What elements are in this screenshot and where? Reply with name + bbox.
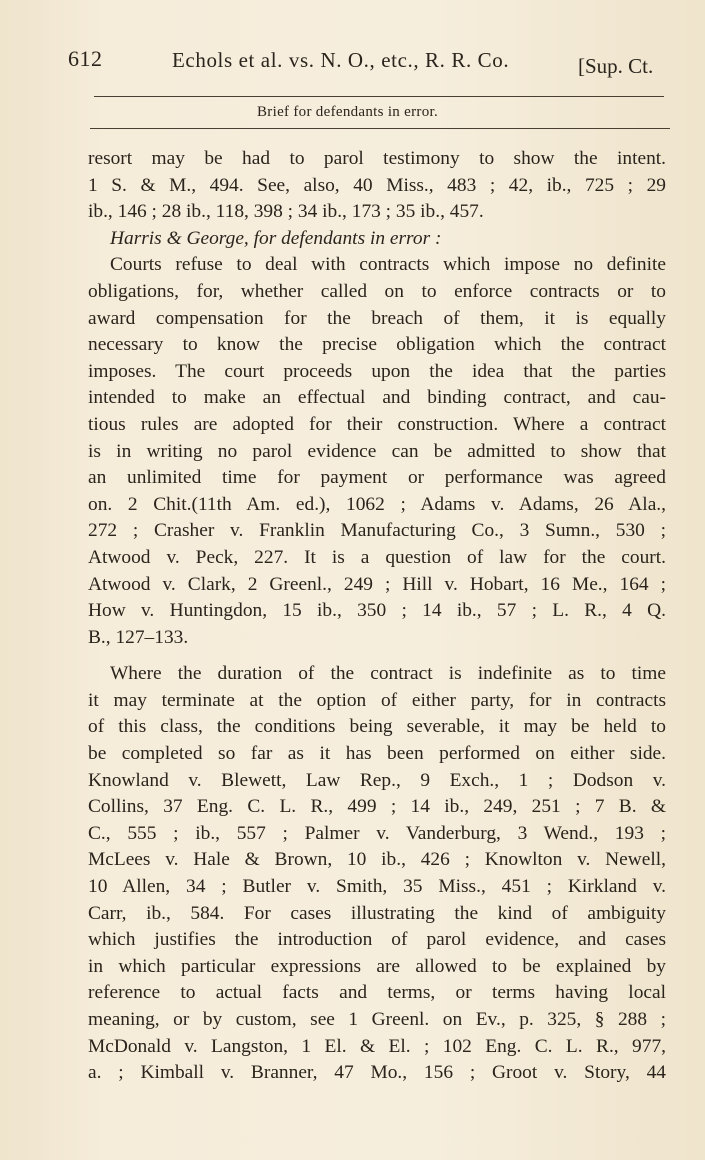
text-line: McLees v. Hale & Brown, 10 ib., 426 ; Knowlton v. Newell, <box>88 849 666 871</box>
text-line: tious rules are adopted for their construction. Where a contract <box>88 413 666 435</box>
text-line: 272 ; Crasher v. Franklin Manufacturing Co., 3 Sumn., 530 ; <box>88 520 666 542</box>
text-line: 10 Allen, 34 ; Butler v. Smith, 35 Miss., 451 ; Kirkland v. <box>88 876 666 898</box>
page-number: 612 <box>68 46 103 71</box>
text-line: imposes. The court proceeds upon the idea that the parties <box>88 360 666 382</box>
counsel-names: Harris & George, for defendants in error : <box>110 227 442 249</box>
text-line: necessary to know the precise obligation which the contract <box>88 334 666 356</box>
court-label: [Sup. Ct. <box>578 54 654 78</box>
text-line: an unlimited time for payment or performance was agreed <box>88 467 666 489</box>
text-line: obligations, for, whether called on to enforce contracts or to <box>88 280 666 302</box>
text-line: 1 S. & M., 494. See, also, 40 Miss., 483 ; 42, ib., 725 ; 29 <box>88 174 666 196</box>
text-line: of this class, the conditions being severable, it may be held to <box>88 716 666 738</box>
text-line: ib., 146 ; 28 ib., 118, 398 ; 34 ib., 173 ; 35 ib., 457. <box>88 201 484 223</box>
text-line: McDonald v. Langston, 1 El. & El. ; 102 Eng. C. L. R., 977, <box>88 1035 666 1057</box>
text-line: Courts refuse to deal with contracts which impose no definite <box>110 254 666 276</box>
text-line: a. ; Kimball v. Branner, 47 Mo., 156 ; Groot v. Story, 44 <box>88 1062 666 1084</box>
subheading-rule <box>90 128 670 129</box>
text-line: award compensation for the breach of them, it is equally <box>88 307 666 329</box>
section-subheading: Brief for defendants in error. <box>257 104 439 120</box>
running-title: Echols et al. vs. N. O., etc., R. R. Co. <box>172 48 510 72</box>
text-line: intended to make an effectual and binding contract, and cau- <box>88 387 666 409</box>
text-line: Where the duration of the contract is indefinite as to time <box>110 663 666 685</box>
text-line: on. 2 Chit.(11th Am. ed.), 1062 ; Adams v. Adams, 26 Ala., <box>88 493 666 515</box>
text-line: Atwood v. Peck, 227. It is a question of law for the court. <box>88 546 666 568</box>
text-line: be completed so far as it has been performed on either side. <box>88 743 666 765</box>
body-text <box>88 146 666 1087</box>
text-line: meaning, or by custom, see 1 Greenl. on Ev., p. 325, § 288 ; <box>88 1009 666 1030</box>
text-line: resort may be had to parol testimony to show the intent. <box>88 148 666 169</box>
text-line: How v. Huntingdon, 15 ib., 350 ; 14 ib., 57 ; L. R., 4 Q. <box>88 600 666 622</box>
text-line: Carr, ib., 584. For cases illustrating the kind of ambiguity <box>88 902 666 924</box>
text-line: is in writing no parol evidence can be admitted to show that <box>88 440 666 462</box>
text-line: Collins, 37 Eng. C. L. R., 499 ; 14 ib., 249, 251 ; 7 B. & <box>88 796 666 818</box>
text-line: C., 555 ; ib., 557 ; Palmer v. Vanderburg, 3 Wend., 193 ; <box>88 822 666 844</box>
running-header <box>68 44 683 84</box>
text-line <box>88 226 666 253</box>
text-line: Knowland v. Blewett, Law Rep., 9 Exch., 1 ; Dodson v. <box>88 769 666 791</box>
text-line: which justifies the introduction of parol evidence, and cases <box>88 929 666 951</box>
text-line: reference to actual facts and terms, or terms having local <box>88 982 666 1004</box>
text-line: Atwood v. Clark, 2 Greenl., 249 ; Hill v. Hobart, 16 Me., 164 ; <box>88 573 666 595</box>
text-line: it may terminate at the option of either party, for in contracts <box>88 689 666 711</box>
header-rule <box>94 96 664 97</box>
text-line: B., 127–133. <box>88 626 189 648</box>
text-line: in which particular expressions are allowed to be explained by <box>88 955 666 977</box>
